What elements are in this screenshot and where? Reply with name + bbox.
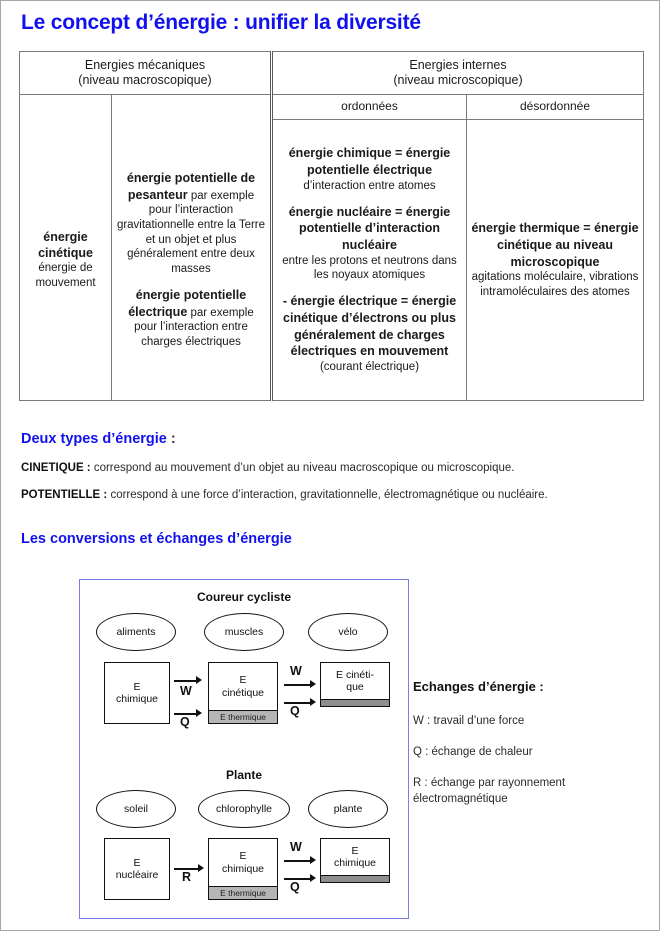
box-plant-output-text [321, 839, 389, 875]
box-cyclist-cinetique-l1: E [239, 674, 247, 687]
ellipse-plante: plante [308, 790, 388, 828]
subheader-ordonnees: ordonnées [272, 95, 467, 120]
box-cyclist-velo-l1: E cinéti- [336, 668, 374, 681]
heading-conversions [21, 531, 292, 547]
cell-potentielle-b1a: énergie potentielle [126, 170, 238, 185]
label-cyclist-q1: Q [180, 715, 190, 729]
ellipse-muscles: muscles [204, 613, 284, 651]
box-cyclist-thermique: E thermique [209, 710, 277, 723]
page-title: Le concept d’énergie : unifier la diversité [21, 11, 421, 34]
paragraph-cinetique-text: correspond au mouvement d’un objet au niveau macroscopique ou microscopique. [90, 462, 515, 474]
cell-cinetique-plain-1: énergie de [38, 262, 93, 275]
ordonnees-block-1 [277, 145, 462, 193]
ellipse-soleil: soleil [96, 790, 176, 828]
header-mecaniques-line1: Energies mécaniques [84, 57, 206, 72]
label-plant-w: W [290, 840, 302, 854]
legend-item-q: Q : échange de chaleur [413, 746, 533, 758]
table-header-row-sub [20, 95, 644, 120]
box-cyclist-cinetique-text [209, 663, 277, 710]
heading-deux-types-blue: Deux types d’énergie [21, 431, 167, 447]
cell-energie-potentielle [112, 120, 272, 401]
ordonnees-b1: énergie chimique = énergie potentielle électrique [288, 146, 451, 178]
cell-energie-cinetique [20, 120, 112, 401]
cell-potentielle-b2a: énergie potentielle [135, 287, 247, 302]
box-plant-chimique-text [209, 839, 277, 886]
cell-potentielle-b1b: de pesanteur [127, 170, 256, 202]
desordonnee-b1: énergie thermique = énergie cinétique au niveau microscopique [471, 221, 639, 269]
energy-conversion-diagram [79, 579, 409, 919]
box-cyclist-velo-text [321, 663, 389, 699]
box-plant-output-chimique [320, 838, 390, 883]
heading-deux-types [21, 431, 176, 447]
box-cyclist-chimique-l1: E [133, 680, 141, 693]
box-cyclist-chimique [104, 662, 170, 724]
ellipse-velo: vélo [308, 613, 388, 651]
subheader-blank-1 [20, 95, 112, 120]
header-energies-internes [272, 52, 644, 95]
box-cyclist-cinetique-l2: cinétique [221, 686, 265, 699]
label-plant-r: R [182, 870, 192, 884]
ordonnees-block-3 [277, 293, 462, 375]
header-internes-line1: Energies internes [409, 57, 507, 72]
box-plant-output-l2: chimique [333, 857, 377, 869]
box-cyclist-chimique-l2: chimique [115, 693, 159, 705]
cell-potentielle-p2: par exemple pour l’interaction entre charges électriques [134, 306, 254, 349]
header-energies-mecaniques [20, 52, 272, 95]
ordonnees-b3: - énergie électrique = énergie cinétique d’électrons ou plus généralement de charges électriques en mouvement [282, 294, 457, 359]
cell-cinetique-bold-2: cinétique [38, 246, 93, 261]
heading-conversions-text: Les conversions et échanges d’énergie [21, 531, 292, 547]
desordonnee-block-1 [471, 220, 639, 300]
label-cyclist-w1: W [180, 684, 192, 698]
header-mecaniques-line2: (niveau macroscopique) [78, 73, 212, 88]
label-cyclist-w2: W [290, 664, 302, 678]
legend-item-r: R : échange par rayonnement électromagnétique [413, 777, 566, 805]
paragraph-potentielle [21, 489, 548, 501]
ordonnees-p1: d’interaction entre atomes [303, 179, 436, 192]
cell-potentielle-p1: par exemple pour l’interaction gravitationnelle entre la Terre et un objet et plus généralement entre deux masses [116, 189, 266, 276]
subheader-desordonnee: désordonnée [467, 95, 644, 120]
arrow-cyclist-w2 [284, 679, 318, 689]
box-plant-chimique-l2: chimique [221, 862, 265, 875]
subheader-blank-2 [112, 95, 272, 120]
ordonnees-p3: (courant électrique) [319, 361, 420, 373]
box-cyclist-velo-l2: que [346, 681, 364, 693]
table-body-row [20, 120, 644, 401]
box-cyclist-velo-greybar [321, 699, 389, 706]
box-cyclist-cinetique [208, 662, 278, 724]
desordonnee-p1: agitations moléculaire, vibrations intramoléculaires des atomes [471, 271, 639, 299]
box-cyclist-velo-cinetique [320, 662, 390, 707]
cell-potentielle-block-1 [116, 170, 266, 277]
box-plant-thermique: E thermique [209, 886, 277, 899]
arrow-plant-w [284, 855, 318, 865]
energy-classification-table [19, 51, 644, 401]
legend-title: Echanges d’énergie : [413, 679, 544, 694]
paragraph-potentielle-label: POTENTIELLE : [21, 489, 108, 501]
box-plant-nucleaire-l1: E [133, 856, 141, 869]
heading-deux-types-colon: : [166, 431, 176, 447]
diagram-title-cyclist: Coureur cycliste [196, 590, 292, 604]
box-plant-output-l1: E [351, 844, 359, 857]
box-plant-nucleaire [104, 838, 170, 900]
box-plant-chimique [208, 838, 278, 900]
paragraph-potentielle-text: correspond à une force d’interaction, gravitationnelle, électromagnétique ou nucléaire. [107, 489, 548, 501]
paragraph-cinetique-label: CINETIQUE : [21, 462, 91, 474]
diagram-title-plant: Plante [225, 768, 262, 782]
label-plant-q: Q [290, 880, 300, 894]
header-internes-line2: (niveau microscopique) [393, 73, 523, 88]
legend-item-w: W : travail d’une force [413, 715, 525, 727]
cell-ordonnees-content [272, 120, 467, 401]
table-header-row-main [20, 52, 644, 95]
label-cyclist-q2: Q [290, 704, 300, 718]
paragraph-cinetique [21, 462, 514, 474]
box-plant-nucleaire-l2: nucléaire [115, 869, 159, 881]
ellipse-chlorophylle: chlorophylle [198, 790, 290, 828]
box-plant-output-greybar [321, 875, 389, 882]
ordonnees-p2: entre les protons et neutrons dans les noyaux atomiques [282, 254, 457, 282]
box-cyclist-chimique-text [105, 663, 169, 723]
box-plant-chimique-l1: E [239, 850, 247, 863]
cell-cinetique-bold-1: énergie [43, 230, 88, 245]
ordonnees-block-2 [277, 204, 462, 284]
cell-cinetique-plain-2: mouvement [35, 276, 96, 289]
cell-desordonnee-content [467, 120, 644, 401]
cell-potentielle-block-2 [116, 287, 266, 350]
cell-potentielle-b2b: électrique [128, 304, 188, 319]
ordonnees-b2: énergie nucléaire = énergie potentielle d’interaction nucléaire [288, 204, 451, 252]
ellipse-aliments: aliments [96, 613, 176, 651]
box-plant-nucleaire-text [105, 839, 169, 899]
